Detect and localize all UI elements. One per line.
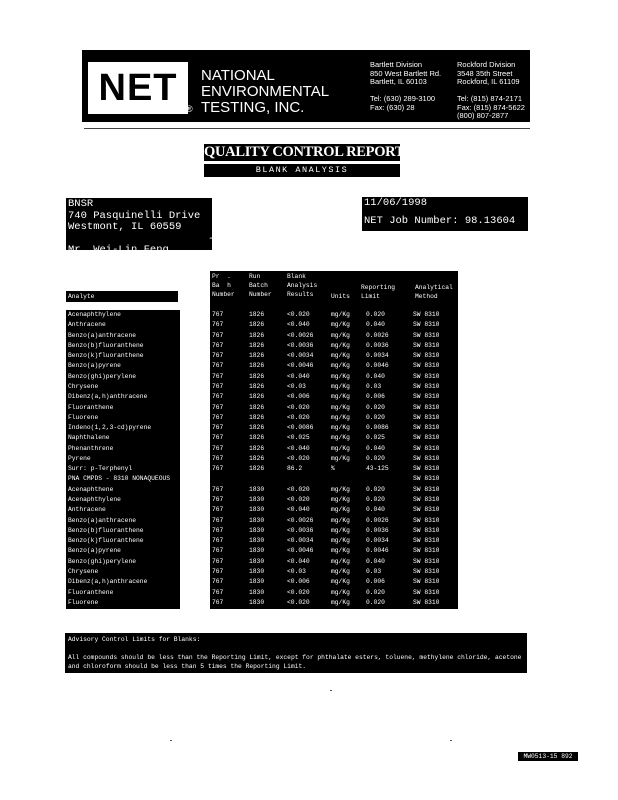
cell-method: SW 8310 [413,434,440,442]
cell-run: 1830 [249,557,265,565]
cell-result: <0.03 [287,568,306,575]
cell-limit: 0.020 [366,413,385,421]
cell-analyte: Benzo(a)pyrene [68,362,121,370]
cell-prep: 767 [212,321,224,329]
cell-result: <0.020 [287,311,310,318]
scan-speck [170,740,172,741]
cell-run: 1826 [249,311,265,318]
cell-method: SW 8310 [413,444,440,452]
cell-analyte: Anthracene [68,506,106,514]
cell-limit: 0.03 [366,568,382,575]
cell-units: mg/Kg [331,321,350,329]
cell-result: <0.020 [287,496,310,504]
cell-method: SW 8310 [413,496,440,504]
header-divider [84,128,530,129]
cell-result: <0.025 [287,434,310,442]
cell-limit: 0.0026 [366,331,389,339]
job-info-block [362,197,528,231]
cell-limit: 0.0026 [366,516,389,524]
cell-analyte: Phenanthrene [68,444,114,452]
net-logo: NET [98,67,178,109]
cell-method: SW 8310 [413,516,440,524]
cell-method: SW 8310 [413,465,440,473]
cell-prep: 767 [212,547,224,555]
cell-run: 1830 [249,526,265,534]
cell-units: mg/Kg [331,598,350,606]
cell-analyte: Benzo(a)anthracene [68,516,137,524]
cell-run: 1826 [249,413,265,421]
cell-units: mg/Kg [331,588,350,596]
cell-method: SW 8310 [413,393,440,401]
header-analytical-method: Analytical Method [415,284,453,300]
cell-prep: 767 [212,444,224,452]
cell-analyte: Acenaphthylene [68,311,121,318]
cell-limit: 0.0046 [366,362,389,370]
cell-prep: 767 [212,526,224,534]
report-title: QUALITY CONTROL REPORT [204,144,405,160]
cell-prep: 767 [212,403,224,411]
cell-units: mg/Kg [331,506,350,514]
cell-method: SW 8310 [413,321,440,329]
cell-units: mg/Kg [331,454,350,462]
cell-limit: 0.0036 [366,526,389,534]
cell-analyte: Acenaphthylene [68,496,121,504]
cell-units: mg/Kg [331,352,350,360]
cell-analyte: Indeno(1,2,3-cd)pyrene [68,424,152,432]
cell-limit: 0.025 [366,434,385,442]
cell-run: 1830 [249,485,265,493]
cell-result: <0.020 [287,598,310,606]
cell-limit: 0.040 [366,557,385,565]
cell-analyte: Chrysene [68,382,99,390]
cell-run: 1826 [249,362,265,370]
advisory-title: Advisory Control Limits for Blanks: [68,636,201,643]
cell-units: mg/Kg [331,311,350,318]
cell-analyte: Acenaphthene [68,485,114,493]
cell-run: 1830 [249,506,265,514]
rockford-address-line: Tel: (815) 874-2171 [457,94,523,103]
cell-run: 1826 [249,393,265,401]
cell-prep: 767 [212,465,224,473]
cell-units: mg/Kg [331,331,350,339]
cell-analyte: Fluorene [68,598,99,606]
cell-prep: 767 [212,372,224,380]
cell-method: SW 8310 [413,578,440,586]
cell-limit: 0.0086 [366,424,389,432]
cell-method: SW 8310 [413,568,440,575]
cell-analyte: PNA CMPDS - 8310 NONAQUEOUS [68,475,171,483]
cell-analyte: Fluorene [68,413,99,421]
cell-result: <0.0034 [287,352,314,360]
job-number: NET Job Number: 98.13604 [364,214,516,227]
client-name: BNSR [68,198,94,210]
cell-analyte: Fluoranthene [68,588,114,596]
report-subtitle: BLANK ANALYSIS [204,164,400,177]
cell-method: SW 8310 [413,382,440,390]
cell-units: mg/Kg [331,403,350,411]
cell-run: 1826 [249,331,265,339]
cell-analyte: Benzo(b)fluoranthene [68,341,144,349]
cell-result: <0.040 [287,557,310,565]
cell-prep: 767 [212,393,224,401]
cell-limit: 0.03 [366,382,382,390]
cell-run: 1826 [249,372,265,380]
cell-limit: 0.0036 [366,341,389,349]
header-prep-batch: Pr . Ba h Number [212,273,235,298]
cell-method: SW 8310 [413,413,440,421]
cell-prep: 767 [212,454,224,462]
client-address-block [66,198,215,256]
cell-method: SW 8310 [413,424,440,432]
cell-result: <0.0036 [287,341,314,349]
rockford-address-line: Rockford, IL 61109 [457,77,520,86]
company-name-line-2: ENVIRONMENTAL [201,83,330,100]
cell-units: mg/Kg [331,496,350,504]
rockford-address-line: Rockford Division [457,60,516,69]
cell-prep: 767 [212,537,224,545]
cell-units: mg/Kg [331,547,350,555]
cell-limit: 0.020 [366,454,385,462]
cell-prep: 767 [212,485,224,493]
cell-method: SW 8310 [413,331,440,339]
header-blank-results: Blank Analysis Results [287,273,318,298]
bartlett-address-line: Fax: (630) 28 [370,102,415,112]
cell-run: 1826 [249,382,265,390]
cell-prep: 767 [212,362,224,370]
cell-units: mg/Kg [331,557,350,565]
cell-method: SW 8310 [413,547,440,555]
cell-analyte: Surr: p-Terphenyl [68,465,133,473]
cell-units: mg/Kg [331,578,350,586]
cell-run: 1826 [249,341,265,349]
cell-units: mg/Kg [331,372,350,380]
cell-run: 1830 [249,588,265,596]
client-street: 740 Pasquinelli Drive [68,209,201,222]
cell-method: SW 8310 [413,341,440,349]
cell-run: 1830 [249,496,265,504]
cell-run: 1826 [249,403,265,411]
cell-analyte: Naphthalene [68,434,110,442]
cell-result: <0.040 [287,506,310,514]
cell-run: 1826 [249,444,265,452]
cell-prep: 767 [212,311,224,318]
cell-run: 1830 [249,537,265,545]
cell-prep: 767 [212,557,224,565]
cell-result: <0.040 [287,444,310,452]
cell-analyte: Anthracene [68,321,106,329]
scan-speck [450,740,452,741]
cell-units: mg/Kg [331,424,350,432]
cell-prep: 767 [212,506,224,514]
cell-analyte: Dibenz(a,h)anthracene [68,578,148,586]
cell-limit: 43-125 [366,465,389,473]
cell-result: <0.040 [287,372,310,380]
bartlett-address-line: Bartlett, IL 60103 [370,77,427,86]
cell-units: mg/Kg [331,485,350,493]
cell-units: % [331,465,335,473]
cell-run: 1830 [249,568,265,575]
registered-mark-icon: ® [186,104,193,114]
document-id-stamp: MW0513-15 892 [518,752,578,761]
cell-units: mg/Kg [331,393,350,401]
cell-limit: 0.006 [366,578,385,586]
cell-analyte: Benzo(a)anthracene [68,331,137,339]
cell-analyte: Benzo(k)fluoranthene [68,352,144,360]
cell-prep: 767 [212,598,224,606]
cell-run: 1826 [249,465,265,473]
cell-result: <0.0026 [287,516,314,524]
cell-units: mg/Kg [331,413,350,421]
bartlett-address-line: Tel: (630) 289-3100 [370,94,436,103]
cell-result: <0.0034 [287,537,314,545]
cell-result: <0.040 [287,321,310,329]
cell-analyte: Fluoranthene [68,403,114,411]
cell-limit: 0.040 [366,444,385,452]
cell-prep: 767 [212,413,224,421]
header-analyte: Analyte [68,293,95,300]
cell-analyte: Pyrene [68,454,91,462]
cell-prep: 767 [212,496,224,504]
company-name-line-1: NATIONAL [201,67,275,84]
rockford-address-line: 3548 35th Street [457,68,513,78]
cell-limit: 0.020 [366,588,385,596]
cell-prep: 767 [212,578,224,586]
cell-units: mg/Kg [331,537,350,545]
cell-limit: 0.020 [366,598,385,606]
client-city: Westmont, IL 60559 [68,221,182,233]
cell-run: 1830 [249,516,265,524]
cell-limit: 0.0046 [366,547,389,555]
cell-units: mg/Kg [331,341,350,349]
cell-result: <0.020 [287,588,310,596]
cell-result: <0.0086 [287,424,314,432]
cell-run: 1830 [249,598,265,606]
cell-result: <0.03 [287,382,306,390]
cell-limit: 0.0034 [366,537,389,545]
cell-units: mg/Kg [331,444,350,452]
cell-units: mg/Kg [331,382,350,390]
header-run-batch: Run Batch Number [249,273,272,298]
cell-limit: 0.0034 [366,352,389,360]
cell-analyte: Benzo(k)fluoranthene [68,537,144,545]
cell-method: SW 8310 [413,311,440,318]
header-reporting-limit: Reporting Limit [361,284,396,300]
cell-run: 1830 [249,547,265,555]
header-units: Units [331,293,350,300]
cell-method: SW 8310 [413,588,440,596]
cell-method: SW 8310 [413,598,440,606]
cell-limit: 0.020 [366,311,385,318]
cell-units: mg/Kg [331,434,350,442]
bartlett-address-line: Bartlett Division [370,60,423,69]
cell-method: SW 8310 [413,557,440,565]
cell-method: SW 8310 [413,362,440,370]
cell-prep: 767 [212,382,224,390]
advisory-box [65,633,527,673]
cell-method: SW 8310 [413,372,440,380]
cell-limit: 0.020 [366,403,385,411]
client-contact: Mr. Wei-Lin Feng [68,244,169,256]
cell-prep: 767 [212,341,224,349]
cell-analyte: Benzo(ghi)perylene [68,372,137,380]
rockford-address-line: Fax: (815) 874-5622 [457,102,525,112]
cell-method: SW 8310 [413,454,440,462]
cell-result: <0.020 [287,454,310,462]
cell-limit: 0.040 [366,372,385,380]
cell-units: mg/Kg [331,516,350,524]
cell-result: <0.020 [287,403,310,411]
cell-prep: 767 [212,331,224,339]
cell-units: mg/Kg [331,568,350,575]
cell-result: <0.020 [287,413,310,421]
cell-result: 86.2 [287,465,303,473]
cell-result: <0.0046 [287,362,314,370]
cell-method: SW 8310 [413,506,440,514]
cell-units: mg/Kg [331,362,350,370]
cell-prep: 767 [212,568,224,575]
report-date: 11/06/1998 [364,197,428,209]
cell-limit: 0.040 [366,506,385,514]
cell-prep: 767 [212,588,224,596]
cell-method: SW 8310 [413,537,440,545]
cell-method: SW 8310 [413,526,440,534]
cell-method: SW 8310 [413,485,440,493]
cell-result: <0.006 [287,578,310,586]
cell-result: <0.0046 [287,547,314,555]
cell-analyte: Chrysene [68,568,99,575]
cell-analyte: Benzo(b)fluoranthene [68,526,144,534]
cell-limit: 0.020 [366,496,385,504]
cell-prep: 767 [212,434,224,442]
cell-limit: 0.040 [366,321,385,329]
cell-limit: 0.006 [366,393,385,401]
cell-units: mg/Kg [331,526,350,534]
cell-run: 1826 [249,321,265,329]
cell-limit: 0.020 [366,485,385,493]
cell-result: <0.006 [287,393,310,401]
scan-speck [330,690,332,691]
bartlett-address-line: 850 West Bartlett Rd. [370,68,442,78]
client-spacer: - [208,232,215,245]
cell-prep: 767 [212,424,224,432]
cell-run: 1826 [249,434,265,442]
cell-run: 1826 [249,352,265,360]
cell-method: SW 8310 [413,475,440,483]
cell-run: 1826 [249,454,265,462]
cell-run: 1826 [249,424,265,432]
cell-analyte: Benzo(a)pyrene [68,547,121,555]
cell-prep: 767 [212,352,224,360]
company-name-line-3: TESTING, INC. [201,99,305,116]
rockford-address-line: (800) 807-2877 [457,111,509,120]
cell-prep: 767 [212,516,224,524]
cell-method: SW 8310 [413,403,440,411]
cell-result: <0.0026 [287,331,314,339]
cell-analyte: Benzo(ghi)perylene [68,557,137,565]
cell-run: 1830 [249,578,265,586]
cell-analyte: Dibenz(a,h)anthracene [68,393,148,401]
advisory-text: All compounds should be less than the Reporting Limit, except for phthalate esters, toluene, methylene chloride, acetone and chloroform should be less than 5 times the Reporting Limit. [68,654,522,670]
cell-result: <0.020 [287,485,310,493]
cell-method: SW 8310 [413,352,440,360]
cell-result: <0.0036 [287,526,314,534]
